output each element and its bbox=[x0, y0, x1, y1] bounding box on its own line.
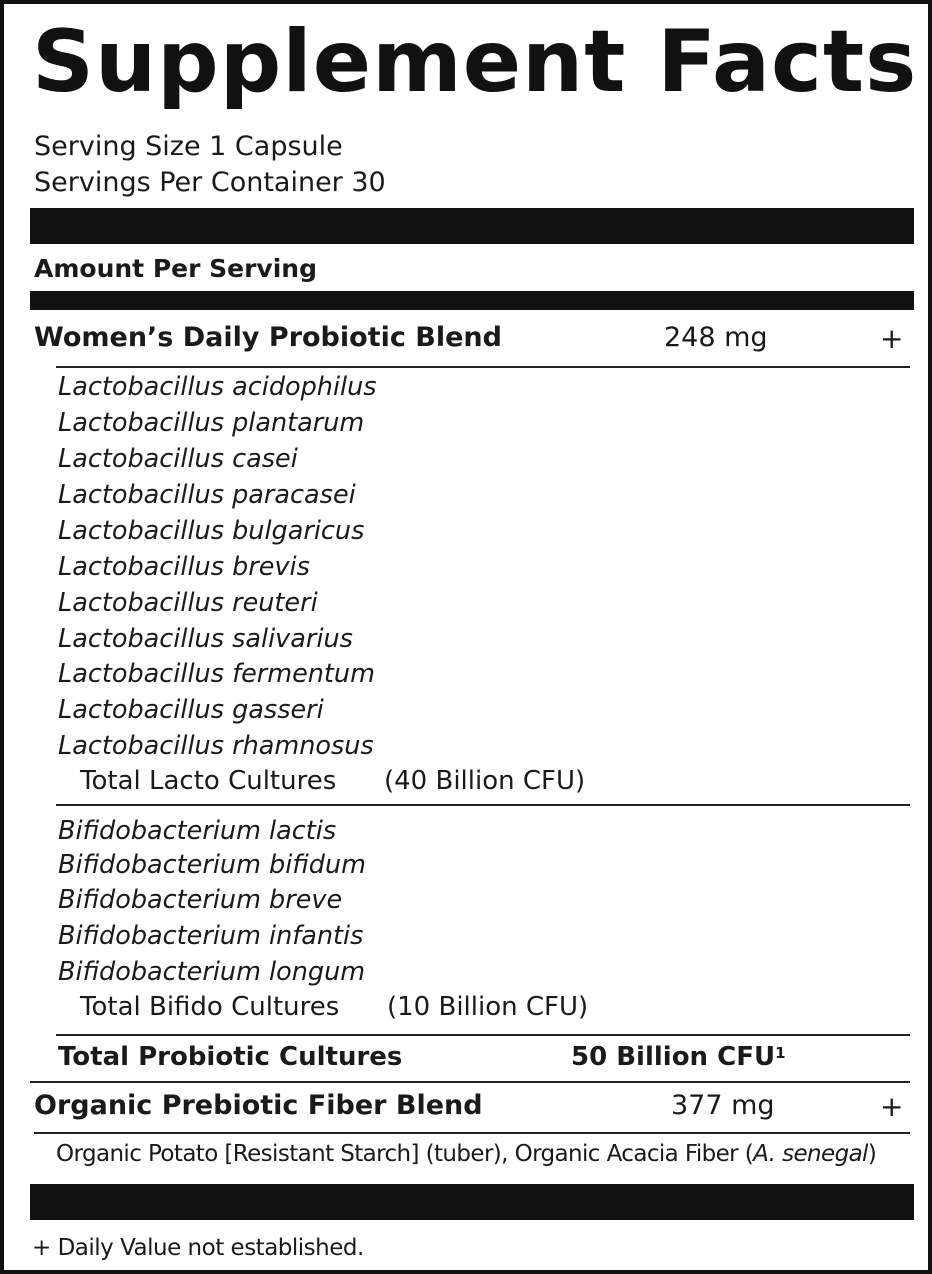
fiber-blend-dv: + bbox=[880, 1090, 904, 1123]
fiber-blend-name: Organic Prebiotic Fiber Blend bbox=[34, 1090, 483, 1121]
strain-item: Lactobacillus paracasei bbox=[58, 480, 356, 510]
total-probiotic-amount: 50 Billion CFU bbox=[571, 1042, 776, 1072]
fiber-ingredients-species: A. senegal bbox=[753, 1141, 868, 1167]
divider-line bbox=[56, 804, 910, 806]
strain-item: Lactobacillus gasseri bbox=[58, 695, 324, 725]
strain-item: Lactobacillus reuteri bbox=[58, 588, 318, 618]
strain-item: Lactobacillus casei bbox=[58, 444, 298, 474]
strain-item: Bifidobacterium bifidum bbox=[58, 850, 366, 880]
bifido-total-value: (10 Billion CFU) bbox=[387, 992, 589, 1022]
strain-item: Bifidobacterium longum bbox=[58, 957, 366, 987]
fiber-blend-amount: 377 mg bbox=[671, 1090, 775, 1121]
bifido-total-label: Total Bifido Cultures bbox=[80, 992, 340, 1022]
probiotic-blend-name: Women’s Daily Probiotic Blend bbox=[34, 322, 502, 353]
serving-size: Serving Size 1 Capsule bbox=[34, 131, 343, 162]
fiber-ingredients-close: ) bbox=[867, 1141, 877, 1167]
panel-title: Supplement Facts bbox=[32, 12, 918, 112]
strain-item: Bifidobacterium infantis bbox=[58, 921, 364, 951]
total-probiotic-label: Total Probiotic Cultures bbox=[58, 1042, 403, 1072]
strain-item: Lactobacillus rhamnosus bbox=[58, 731, 374, 761]
strain-item: Bifidobacterium lactis bbox=[58, 816, 337, 846]
strain-item: Lactobacillus acidophilus bbox=[58, 372, 377, 402]
footnote-mark: 1 bbox=[775, 1044, 786, 1062]
thick-divider-bottom bbox=[30, 1184, 914, 1220]
fiber-ingredients-text: Organic Potato [Resistant Starch] (tuber), Organic Acacia Fiber ( bbox=[56, 1141, 754, 1167]
lacto-total-value: (40 Billion CFU) bbox=[384, 766, 586, 796]
strain-item: Bifidobacterium breve bbox=[58, 885, 343, 915]
daily-value-footnote: + Daily Value not established. bbox=[32, 1235, 364, 1261]
total-probiotic-value bbox=[571, 1042, 786, 1072]
medium-divider bbox=[30, 291, 914, 310]
probiotic-blend-dv: + bbox=[880, 322, 904, 355]
lacto-total-label: Total Lacto Cultures bbox=[80, 766, 337, 796]
amount-per-serving-header: Amount Per Serving bbox=[34, 254, 317, 283]
probiotic-blend-amount: 248 mg bbox=[664, 322, 768, 353]
divider-line bbox=[34, 1132, 910, 1134]
thick-divider-top bbox=[30, 208, 914, 244]
strain-item: Lactobacillus brevis bbox=[58, 552, 310, 582]
strain-item: Lactobacillus bulgaricus bbox=[58, 516, 365, 546]
fiber-ingredients bbox=[56, 1141, 876, 1167]
divider-line bbox=[56, 366, 910, 368]
divider-line bbox=[30, 1081, 910, 1083]
divider-line bbox=[56, 1034, 910, 1036]
strain-item: Lactobacillus fermentum bbox=[58, 659, 375, 689]
strain-item: Lactobacillus plantarum bbox=[58, 408, 365, 438]
servings-per-container: Servings Per Container 30 bbox=[34, 167, 386, 198]
strain-item: Lactobacillus salivarius bbox=[58, 624, 353, 654]
